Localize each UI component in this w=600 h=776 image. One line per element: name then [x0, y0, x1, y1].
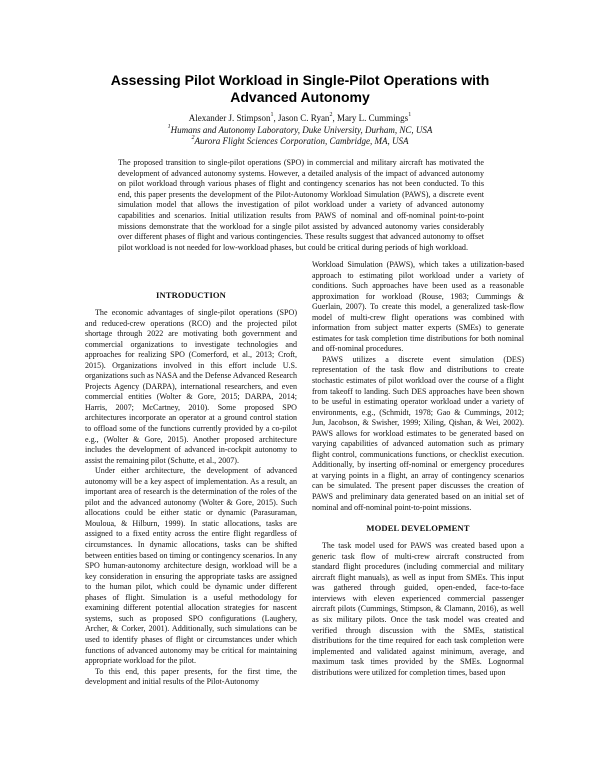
- author: Alexander J. Stimpson$^1$,: [188, 112, 279, 123]
- paragraph: To this end, this paper presents, for the first time, the development and initial results of the Pilot-Autonomy: [85, 666, 297, 687]
- title-line-1: Assessing Pilot Workload in Single-Pilot Operations with: [110, 72, 490, 88]
- author: Jason C. Ryan$^2$,: [278, 112, 337, 123]
- paragraph: PAWS utilizes a discrete event simulation (DES) representation of the task flow and distributions to create stochastic estimates of pilot workload over the course of a flight from takeoff to landing. Such DES approaches have been shown to be useful in estimating operator workload under a variety of environments, e.g., (Schmidt, 1978; Gao & Cummings, 2012; Jun, Jacobson, & Swisher, 1999; Xiling, Qishan, & Wei, 2002). PAWS allows for workload estimates to be generated based on varying capabilities of advanced automation such as primary flight control, communications functions, or checklist execution. Additionally, by inserting off-nominal or emergency procedures at varying points in a flight, an array of contingency scenarios can be simulated. The present paper discusses the creation of PAWS and preliminary data generated based on an initial set of nominal and off-nominal point-to-point missions.: [312, 354, 524, 512]
- paragraph: Under either architecture, the development of advanced autonomy will be a key aspect of implementation. As a result, an important area of research is the determination of the roles of the pilot and the advanced autonomy (Wolter & Gore, 2015). Such allocations could be either static or dynamic (Parasuraman, Mouloua, & Hilburn, 1999). In static allocations, tasks are assigned to a fixed entity across the entire flight regardless of circumstances. In dynamic allocations, tasks can be shifted between entities based on timing or contingency scenarios. In any SPO human-autonomy architecture design, workload will be a key consideration in ensuring the appropriate tasks are assigned to the human pilot, which could be dynamic under different phases of flight. Simulation is a useful methodology for examining different potential allocation strategies for nascent systems, such as proposed SPO configurations (Laughery, Archer, & Corker, 2001). Additionally, such simulations can be used to identify phases of flight or circumstances under which functions of advanced autonomy may be critical for maintaining appropriate workload for the pilot.: [85, 466, 297, 666]
- author: Mary L. Cummings$^1$: [336, 112, 412, 123]
- title-line-2: Advanced Autonomy: [230, 89, 370, 105]
- abstract: The proposed transition to single-pilot operations (SPO) in commercial and military aircraft has motivated the development of advanced autonomy systems. However, a detailed analysis of the impact of advanced autonomy on pilot workload through various phases of flight and contingency scenarios has not been conducted. To this end, this paper presents the development of the Pilot-Autonomy Workload Simulation (PAWS), a discrete event simulation model that allows the investigation of pilot workload under a variety of advanced autonomy capabilities and scenarios. Initial utilization results from PAWS of nominal and off-nominal point-to-point missions demonstrate that the workload for a single pilot assisted by advanced autonomy varies considerably over different phases of flight and various contingencies. These results suggest that advanced autonomy to offset pilot workload is not needed for low-workload phases, but could be critical during periods of high workload.: [118, 158, 484, 252]
- paper-title: [90, 72, 510, 106]
- section-heading-model-development: MODEL DEVELOPMENT: [366, 523, 470, 534]
- left-column: [85, 290, 297, 688]
- affiliation: $^1$Humans and Autonomy Laboratory, Duke University, Durham, NC, USA: [167, 123, 433, 135]
- paragraph: Workload Simulation (PAWS), which takes a utilization-based approach to estimating pilot workload under a variety of conditions. Such approaches have been used as a reasonable approximation for workload (Rouse, 1983; Cummings & Guerlain, 2007). To create this model, a generalized task-flow model of multi-crew flight operations was combined with information from subject matter experts (SMEs) to generate estimates for task completion time distributions for both nominal and off-nominal procedures.: [312, 260, 524, 354]
- author-block: [100, 113, 500, 148]
- paragraph: The economic advantages of single-pilot operations (SPO) and reduced-crew operations (RCO) and the projected pilot shortage through 2022 are motivating both government and commercial organizations to investigate technologies and approaches for realizing SPO (Comerford, et al., 2013; Croft, 2015). Organizations involved in this effort include U.S. organizations such as NASA and the Defense Advanced Research Projects Agency (DARPA), international researchers, and even commercial entities (Wolter & Gore, 2015; DARPA, 2014; Harris, 2007; McCartney, 2010). Some proposed SPO architectures incorporate an operator at a ground control station to offload some of the functions currently provided by a co-pilot e.g., (Wolter & Gore, 2015). Another proposed architecture includes the development of advanced in-cockpit autonomy to assist the remaining pilot (Schutte, et al., 2007).: [85, 308, 297, 465]
- author-list: [100, 113, 500, 125]
- section-heading-introduction: INTRODUCTION: [156, 290, 226, 300]
- right-column: [312, 260, 524, 678]
- paragraph: The task model used for PAWS was created based upon a generic task flow of multi-crew aircraft constructed from standard flight procedures (including commercial and military aircraft flight manuals), as well as input from SMEs. This input was gathered through guided, open-ended, face-to-face interviews with eleven experienced commercial passenger aircraft pilots (Cummings, Stimpson, & Clamann, 2016), as well as six military pilots. Once the task model was created and verified through discussion with the SMEs, statistical distributions for the time required for each task completion were implemented and validated against minimum, average, and maximum task times provided by the SMEs. Lognormal distributions were utilized for completion times, based upon: [312, 541, 524, 677]
- affiliation: $^2$Aurora Flight Sciences Corporation, Cambridge, MA, USA: [191, 135, 409, 146]
